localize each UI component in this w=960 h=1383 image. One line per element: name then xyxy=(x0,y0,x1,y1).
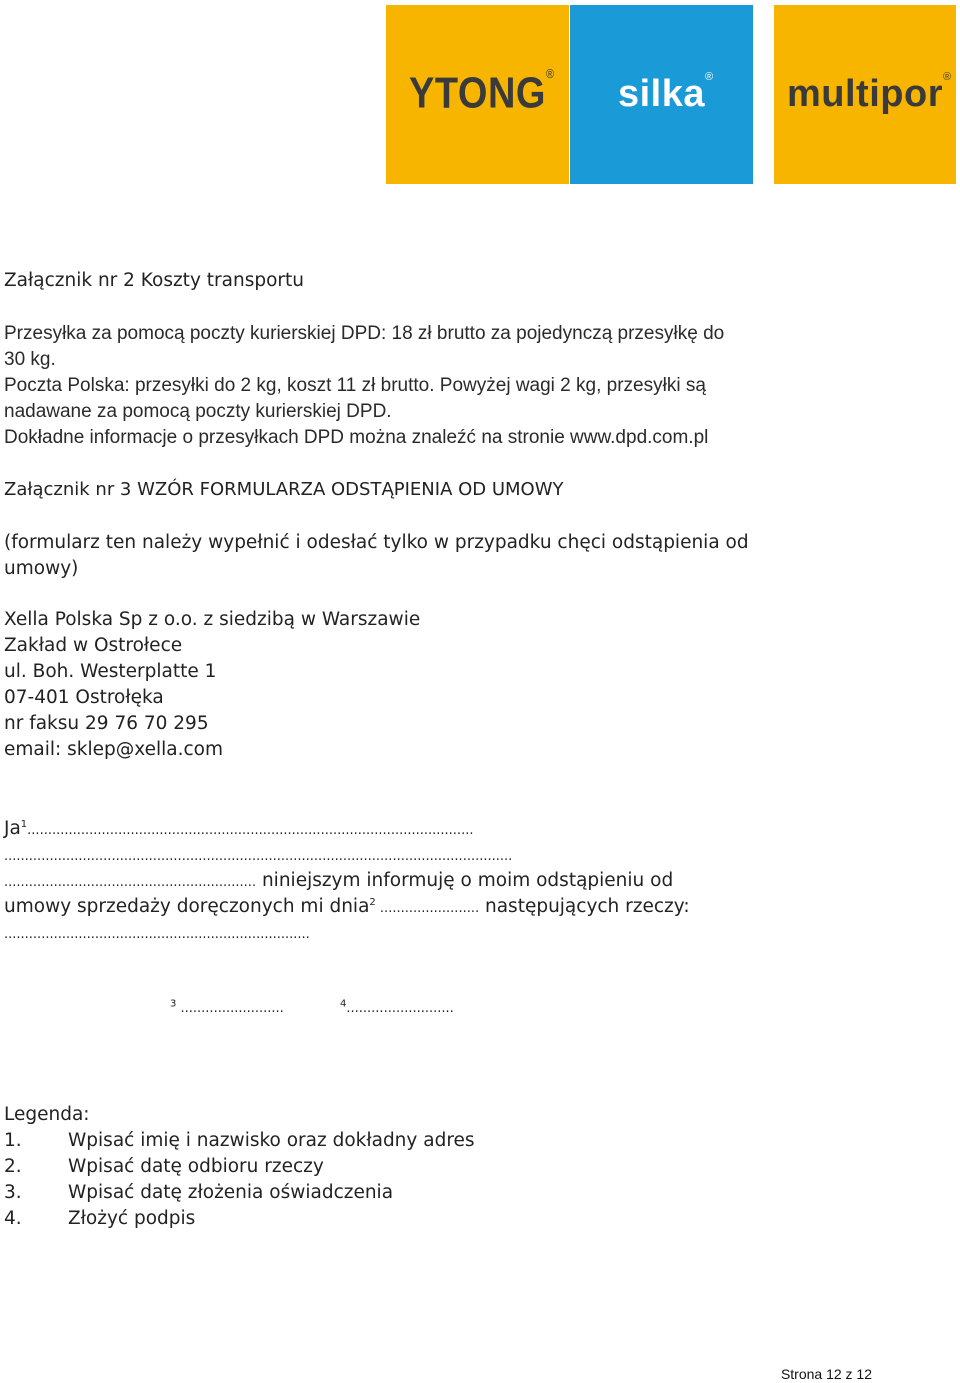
form-line-4: umowy sprzedaży doręczonych mi dnia$^2$ ........................ następujących rzeczy: xyxy=(4,896,690,917)
ytong-logo: YTONG ® xyxy=(386,5,569,184)
section3-note-line: (formularz ten należy wypełnić i odesłać tylko w przypadku chęci odstąpienia od xyxy=(4,532,749,553)
form-line-5 xyxy=(4,920,310,948)
address-line: Xella Polska Sp z o.o. z siedzibą w Warszawie xyxy=(4,609,421,630)
legend-item: 3. Wpisać datę złożenia oświadczenia xyxy=(4,1182,394,1203)
form-line-2 xyxy=(4,842,512,870)
form-blank: ........................ xyxy=(375,901,480,916)
section3-note-line: umowy) xyxy=(4,558,79,579)
form-blank: ............................................................................................................ xyxy=(27,823,474,838)
address-line: email: sklep@xella.com xyxy=(4,739,224,760)
section2-line: Przesyłka za pomocą poczty kurierskiej DPD: 18 zł brutto za pojedynczą przesyłkę do xyxy=(4,323,725,344)
address-line: ul. Boh. Westerplatte 1 xyxy=(4,661,217,682)
address-line: 07-401 Ostrołęka xyxy=(4,687,164,708)
section2-title: Załącznik nr 2 Koszty transportu xyxy=(4,270,304,291)
silka-logo: silka ® xyxy=(570,5,753,184)
multipor-logo-text: multipor xyxy=(787,73,943,115)
section2-line: Poczta Polska: przesyłki do 2 kg, koszt 11 zł brutto. Powyżej wagi 2 kg, przesyłki są xyxy=(4,375,706,396)
legend-item: 4. Złożyć podpis xyxy=(4,1208,196,1229)
legend-item: 2. Wpisać datę odbioru rzeczy xyxy=(4,1156,324,1177)
form-blank: ........................................................................................................................... xyxy=(4,849,513,864)
page-number: Strona 12 z 12 xyxy=(780,1366,872,1382)
form-blank: .......................................................................... xyxy=(4,927,310,942)
form-line-3: ............................................................. niniejszym informuję o moim odstąpieniu od xyxy=(4,870,674,891)
section2-line: 30 kg. xyxy=(4,349,56,370)
ytong-logo-text: YTONG xyxy=(409,69,546,119)
silka-logo-text: silka xyxy=(617,73,706,115)
legend-item: 1. Wpisać imię i nazwisko oraz dokładny adres xyxy=(4,1130,475,1151)
address-line: Zakład w Ostrołece xyxy=(4,635,183,656)
form-line-1: Ja$^1$............................................................................................................ xyxy=(4,818,474,839)
section3-title: Załącznik nr 3 WZÓR FORMULARZA ODSTĄPIENIA OD UMOWY xyxy=(4,479,564,500)
form-signature-blank: $^4$.......................... xyxy=(340,998,454,1016)
legend-title: Legenda: xyxy=(4,1104,90,1125)
address-line: nr faksu 29 76 70 295 xyxy=(4,713,209,734)
form-blank: ............................................................. xyxy=(4,875,257,890)
multipor-logo: multipor ® xyxy=(774,5,956,184)
section2-line: Dokładne informacje o przesyłkach DPD można znaleźć na stronie www.dpd.com.pl xyxy=(4,427,709,448)
form-date-blank: $^3$ ......................... xyxy=(170,998,284,1016)
section2-line: nadawane za pomocą poczty kurierskiej DPD. xyxy=(4,401,392,422)
